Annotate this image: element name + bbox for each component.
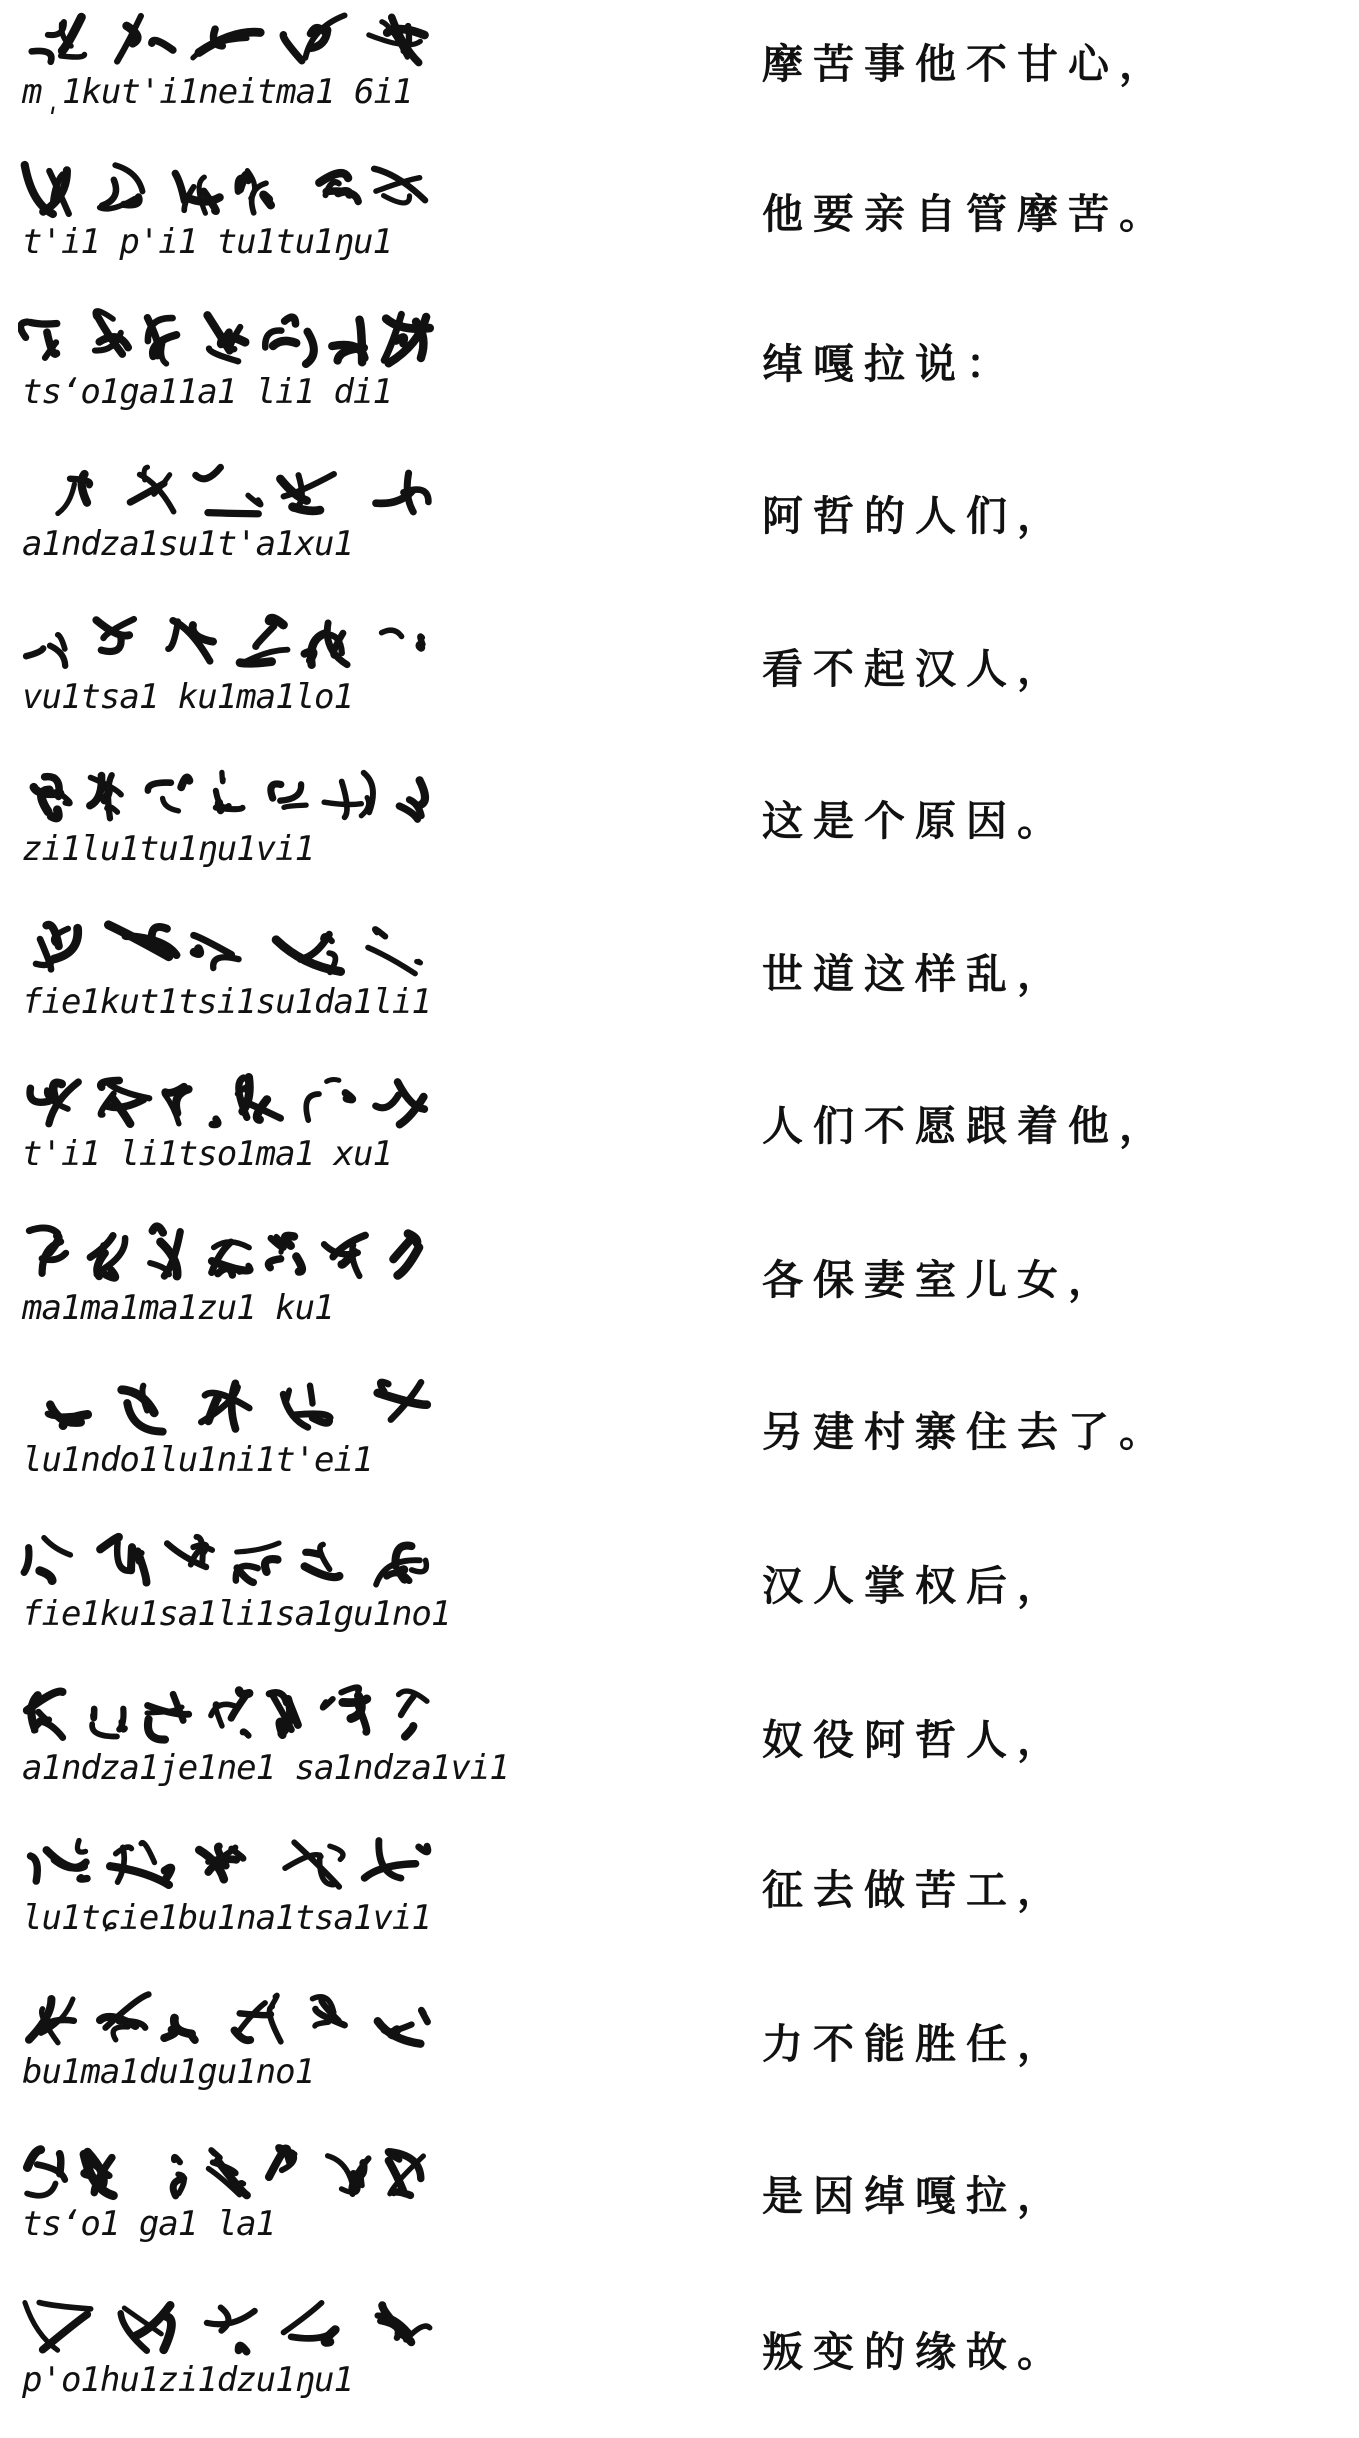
romanization-text: a1ndza1su1t'a1xu1 [22, 524, 353, 564]
yi-script-block [18, 916, 458, 1046]
yi-script-block [18, 458, 458, 588]
yi-script-block [18, 611, 458, 741]
yi-script-block [18, 1222, 458, 1352]
yi-script-glyphs-icon [18, 1528, 458, 1598]
yi-script-glyphs-icon [18, 1682, 458, 1752]
romanization-text: t'i1 li1tso1ma1 xu1 [22, 1134, 392, 1174]
text-row [0, 1216, 1359, 1366]
yi-script-glyphs-icon [18, 6, 458, 76]
chinese-translation: 这是个原因。 [762, 797, 1068, 845]
yi-script-glyphs-icon [18, 2138, 458, 2208]
romanization-text: a1ndza1je1ne1 sa1ndza1vi1 [22, 1748, 509, 1788]
yi-script-block [18, 1682, 509, 1812]
yi-script-glyphs-icon [18, 1986, 458, 2056]
chinese-translation: 汉人掌权后， [762, 1562, 1068, 1610]
chinese-translation: 绰嘎拉说： [762, 340, 1017, 388]
yi-script-block [18, 1528, 458, 1658]
yi-script-block [18, 1374, 458, 1504]
chinese-translation: 奴役阿哲人， [762, 1716, 1068, 1764]
yi-script-glyphs-icon [18, 763, 458, 833]
romanization-text: m̩1kut'i1neitma1 6i1 [22, 72, 413, 112]
text-row [0, 300, 1359, 450]
yi-script-block [18, 2138, 458, 2268]
chinese-translation: 世道这样乱， [762, 950, 1068, 998]
yi-script-block [18, 1986, 458, 2116]
romanization-text: bu1ma1du1gu1no1 [22, 2052, 315, 2092]
yi-script-block [18, 306, 458, 436]
chinese-translation: 另建村寨住去了。 [762, 1408, 1170, 1456]
yi-script-glyphs-icon [18, 1832, 458, 1902]
text-row [0, 0, 1359, 150]
chinese-translation: 是因绰嘎拉， [762, 2172, 1068, 2220]
yi-script-glyphs-icon [18, 611, 458, 681]
chinese-translation: 摩苦事他不甘心， [762, 40, 1170, 88]
chinese-translation: 征去做苦工， [762, 1866, 1068, 1914]
yi-script-glyphs-icon [18, 2294, 458, 2364]
text-row [0, 757, 1359, 907]
romanization-text: t'i1 p'i1 tu1tu1ŋu1 [22, 222, 392, 262]
text-row [0, 2132, 1359, 2282]
yi-script-glyphs-icon [18, 1222, 458, 1292]
yi-script-block [18, 156, 458, 286]
chinese-translation: 人们不愿跟着他， [762, 1102, 1170, 1150]
romanization-text: lu1tɕie1bu1na1tsa1vi1 [22, 1898, 431, 1938]
chinese-translation: 他要亲自管摩苦。 [762, 190, 1170, 238]
text-row [0, 910, 1359, 1060]
yi-script-block [18, 6, 458, 136]
text-row [0, 452, 1359, 602]
text-row [0, 1980, 1359, 2130]
text-row [0, 2288, 1359, 2438]
romanization-text: lu1ndo1lu1ni1t'ei1 [22, 1440, 373, 1480]
romanization-text: tsʻo1 ga1 la1 [22, 2204, 276, 2244]
yi-script-glyphs-icon [18, 306, 458, 376]
text-row [0, 1676, 1359, 1826]
yi-script-glyphs-icon [18, 156, 458, 226]
text-row [0, 150, 1359, 300]
romanization-text: fie1ku1sa1li1sa1gu1no1 [22, 1594, 451, 1634]
text-row [0, 1826, 1359, 1976]
yi-script-block [18, 763, 458, 893]
yi-script-glyphs-icon [18, 1068, 458, 1138]
chinese-translation: 各保妻室儿女， [762, 1256, 1119, 1304]
yi-script-glyphs-icon [18, 1374, 458, 1444]
yi-script-glyphs-icon [18, 916, 458, 986]
romanization-text: zi1lu1tu1ŋu1vi1 [22, 829, 315, 869]
chinese-translation: 阿哲的人们， [762, 492, 1068, 540]
chinese-translation: 看不起汉人， [762, 645, 1068, 693]
romanization-text: p'o1hu1zi1dzu1ŋu1 [22, 2360, 353, 2400]
chinese-translation: 叛变的缘故。 [762, 2328, 1068, 2376]
yi-script-block [18, 2294, 458, 2424]
romanization-text: tsʻo1ga11a1 li1 di1 [22, 372, 392, 412]
yi-script-glyphs-icon [18, 458, 458, 528]
yi-script-block [18, 1832, 458, 1962]
text-row [0, 1522, 1359, 1672]
text-row [0, 1368, 1359, 1518]
chinese-translation: 力不能胜任， [762, 2020, 1068, 2068]
text-row [0, 1062, 1359, 1212]
yi-script-block [18, 1068, 458, 1198]
romanization-text: ma1ma1ma1zu1 ku1 [22, 1288, 334, 1328]
romanization-text: vu1tsa1 ku1ma1lo1 [22, 677, 353, 717]
text-row [0, 605, 1359, 755]
romanization-text: fie1kut1tsi1su1da1li1 [22, 982, 431, 1022]
